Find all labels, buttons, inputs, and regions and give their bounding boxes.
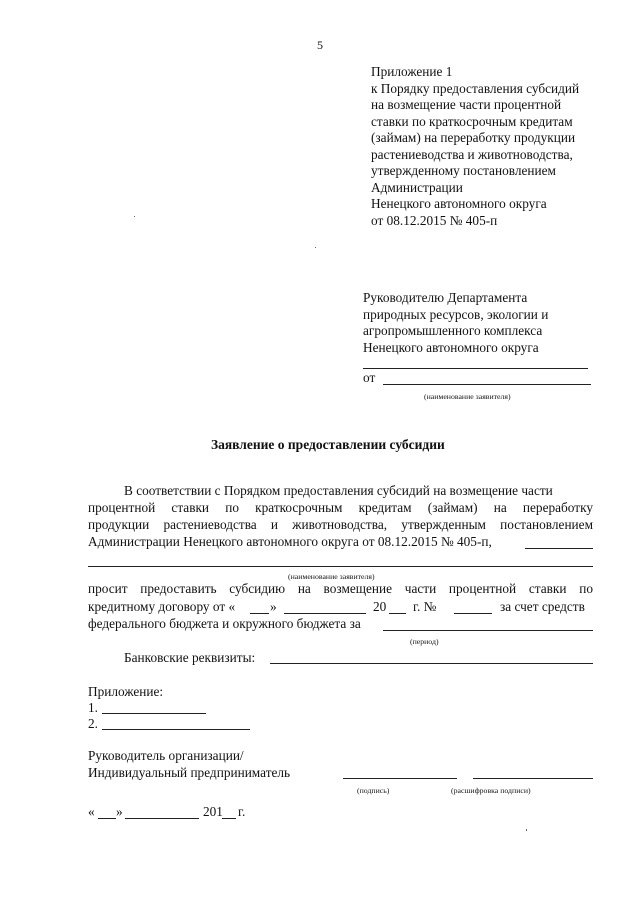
body-line-1: В соответствии с Порядком предоставления субсидий на возмещение части [124,483,553,498]
signature-decode-caption: (расшифровка подписи) [451,786,531,795]
attachment-item-number: 2. [88,716,98,731]
addressee-line: Руководителю Департамента [363,290,528,305]
date-close-quote: » [116,804,123,819]
body-line-4: Администрации Ненецкого автономного округа от 08.12.2015 № 405-п, [88,534,492,549]
addressee-block [363,290,548,356]
appendix-line: Приложение 1 [371,64,453,79]
body-line-2: процентной ставки по краткосрочным кредитам (займам) на переработку [88,500,593,515]
appendix-block [371,64,579,229]
period-blank [383,630,593,631]
signature-line-1: Руководитель организации/ [88,748,244,763]
scan-speck [315,247,316,248]
appendix-line: на возмещение части процентной [371,97,562,112]
scan-speck [526,829,527,831]
contract-number-blank [454,613,492,614]
signature-line-2: Индивидуальный предприниматель [88,765,291,780]
document-title: Заявление о предоставлении субсидии [211,437,445,452]
body-line-3: продукции растениеводства и животноводства, утвержденным постановлением [88,517,593,532]
contract-month-blank [284,613,366,614]
appendix-line: к Порядку предоставления субсидий [371,80,580,96]
attachment-2-blank [102,729,250,730]
addressee-line: природных ресурсов, экологии и [363,306,549,322]
from-blank-line [383,384,591,385]
date-year-blank [222,818,236,819]
attachment-item-number: 1. [88,700,98,715]
body-line-5: просит предоставить субсидию на возмещение части процентной ставки по [88,581,593,596]
appendix-line: утвержденному постановлением [371,163,556,178]
attachment-1-blank [102,713,206,714]
date-day-blank [98,818,116,819]
contract-year-blank [389,613,406,614]
body-line-6-number-label: г. № [413,599,437,614]
scan-speck [134,216,135,217]
body-line-4-blank [525,548,593,549]
date-open-quote: « [88,804,95,819]
addressee-line: Ненецкого автономного округа [363,339,539,355]
appendix-line: Ненецкого автономного округа [371,196,547,211]
applicant-caption: (наименование заявителя) [424,392,511,401]
body-line-6-year: 20 [373,599,387,614]
appendix-line: (займам) на переработку продукции [371,130,576,145]
page-number: 5 [317,38,323,52]
body-line-7: федерального бюджета и окружного бюджета за [88,616,361,631]
body-line-6-start: кредитному договору от « [88,599,236,614]
date-suffix: г. [238,804,246,819]
applicant-full-line [88,566,593,567]
appendix-line: ставки по краткосрочным кредитам [371,113,573,129]
appendix-line: Администрации [371,179,463,195]
contract-day-blank [250,613,269,614]
signature-caption: (подпись) [357,786,390,795]
date-month-blank [125,818,199,819]
appendix-line: растениеводства и животноводства, [371,146,573,162]
bank-details-label: Банковские реквизиты: [124,650,256,665]
attachments-label: Приложение: [88,684,164,699]
appendix-line: от 08.12.2015 № 405-п [371,212,498,228]
from-label: от [363,370,376,385]
applicant-caption-2: (наименование заявителя) [288,572,375,581]
addressee-blank-line [363,368,588,369]
signature-blank [343,778,457,779]
signature-decode-blank [473,778,593,779]
body-line-6-end: за счет средств [500,599,585,614]
addressee-line: агропромышленного комплекса [363,323,543,338]
body-line-6-close: » [270,599,277,614]
bank-details-blank [270,663,593,664]
date-year: 201 [203,804,223,819]
period-caption: (период) [410,637,439,646]
